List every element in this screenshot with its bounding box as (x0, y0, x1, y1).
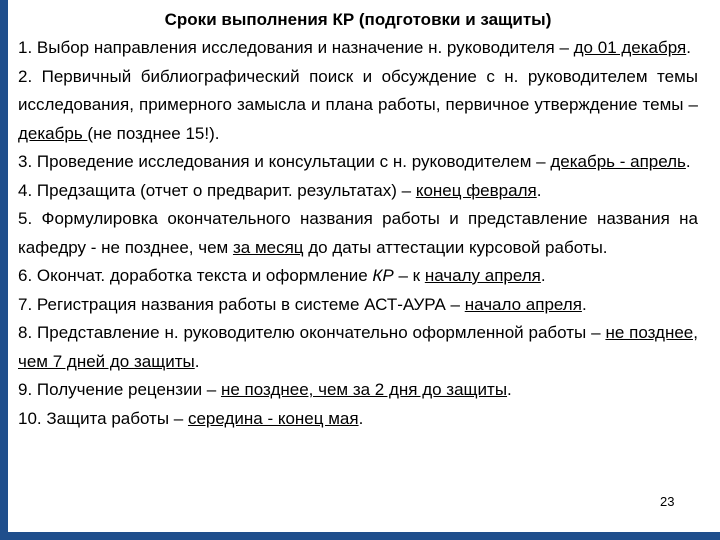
list-item-5 (18, 205, 698, 262)
item-emphasis: КР (372, 266, 394, 285)
list-item-8 (18, 319, 698, 376)
item-suffix: . (536, 180, 542, 200)
item-text: 10. Защита работы – (18, 408, 188, 428)
item-deadline: за месяц (232, 237, 304, 257)
item-text: 9. Получение рецензии – (18, 380, 221, 399)
item-text: 5. Формулировка окончательного названия работы и представление названия на кафедру - не позднее, чем (18, 209, 698, 257)
item-deadline: декабрь (18, 123, 88, 143)
list-item-4 (18, 177, 698, 206)
item-text: 3. Проведение исследования и консультации с н. руководителем – (18, 152, 551, 171)
item-deadline: не позднее, чем за 2 дня до защиты (220, 380, 508, 399)
item-deadline: середина - конец мая (187, 408, 359, 428)
item-suffix: . (507, 380, 512, 399)
list-item-1 (18, 34, 698, 63)
list-item-10 (18, 405, 698, 434)
item-text: 6. Окончат. доработка текста и оформление (18, 266, 373, 285)
item-suffix: . (581, 294, 587, 314)
slide-title: Сроки выполнения КР (подготовки и защиты) (164, 10, 552, 29)
page-number: 23 (660, 494, 675, 509)
list-item-9 (18, 376, 698, 405)
item-deadline: начало апреля (464, 294, 582, 314)
left-accent-bar (0, 0, 8, 540)
item-deadline: не позднее, чем 7 дней до защиты (18, 323, 698, 371)
item-suffix: до даты аттестации курсовой работы. (303, 237, 608, 257)
item-deadline: конец февраля (415, 180, 537, 200)
item-suffix: . (685, 152, 691, 171)
item-text-continued: – к (393, 266, 425, 285)
item-suffix: . (686, 38, 691, 57)
list-item-7 (18, 291, 698, 320)
list-item-6 (18, 262, 698, 291)
item-text: 1. Выбор направления исследования и назначение н. руководителя – (18, 38, 574, 57)
item-suffix: . (540, 266, 546, 285)
item-suffix: . (194, 351, 200, 371)
item-deadline: до 01 декабря (573, 38, 687, 57)
bottom-accent-bar (0, 532, 720, 540)
item-deadline: началу апреля (424, 266, 541, 285)
item-text: 7. Регистрация названия работы в системе АСТ-АУРА – (18, 294, 465, 314)
item-deadline: декабрь - апрель (550, 152, 686, 171)
list-item-2 (18, 63, 698, 149)
item-text: 2. Первичный библиографический поиск и обсуждение с н. руководителем темы исследования, примерного замысла и плана работы, первичное утверждение темы – (18, 66, 698, 114)
item-suffix: . (358, 408, 364, 428)
item-text: 8. Представление н. руководителю окончательно оформленной работы – (18, 323, 606, 342)
slide-content (18, 6, 698, 433)
list-item-3 (18, 148, 698, 177)
item-text: 4. Предзащита (отчет о предварит. результатах) – (18, 180, 416, 200)
item-suffix: (не позднее 15!). (87, 123, 220, 143)
